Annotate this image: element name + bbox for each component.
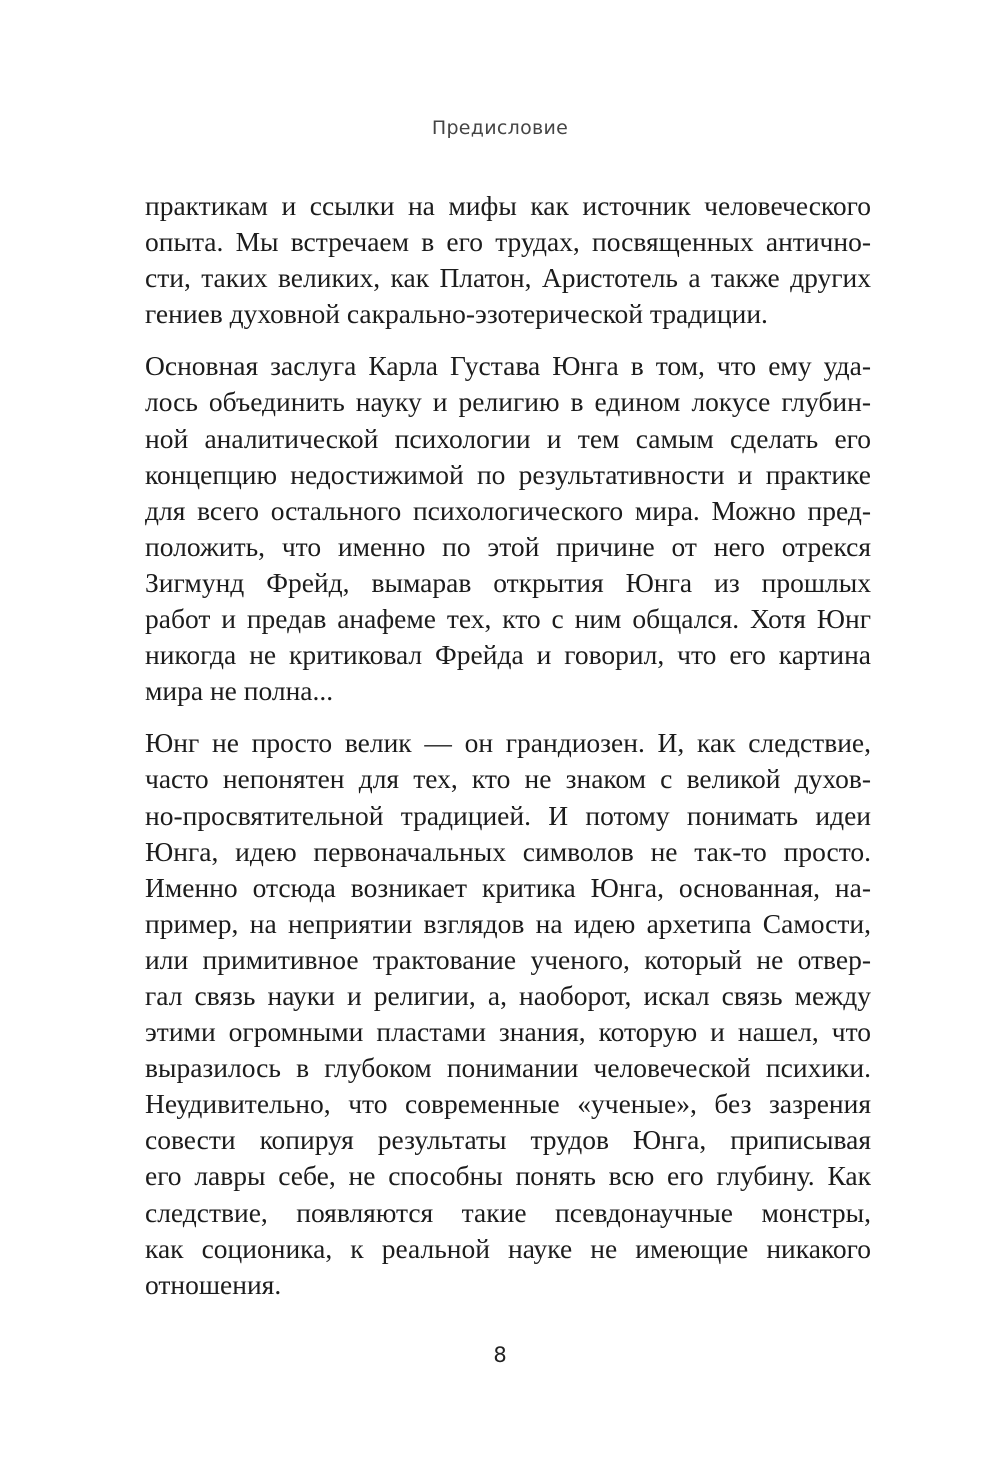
- text-line: никогда не критиковал Фрейда и говорил, что его картина: [145, 639, 871, 671]
- paragraph: [145, 348, 871, 709]
- text-line: часто непонятен для тех, кто не знаком с великой духов-: [145, 763, 871, 795]
- text-line: гениев духовной сакрально-эзотерической традиции.: [145, 298, 768, 330]
- text-line: или примитивное трактование ученого, который не отвер-: [145, 943, 871, 975]
- text-line: Юнга, идею первоначальных символов не так-то просто.: [145, 835, 871, 867]
- text-line: Зигмунд Фрейд, вымарав открытия Юнга из прошлых: [145, 566, 871, 598]
- text-line: Юнг не просто велик — он грандиозен. И, как следствие,: [145, 727, 871, 759]
- text-line: для всего остального психологического мира. Можно пред-: [145, 494, 871, 526]
- text-line: практикам и ссылки на мифы как источник человеческого: [145, 190, 871, 221]
- text-line: его лавры себе, не способны понять всю его глубину. Как: [145, 1160, 871, 1192]
- text-line: этими огромными пластами знания, которую и нашел, что: [145, 1016, 871, 1048]
- text-line: положить, что именно по этой причине от него отрекся: [145, 530, 871, 562]
- text-line: совести копируя результаты трудов Юнга, приписывая: [145, 1124, 871, 1156]
- text-line: выразилось в глубоком понимании человеческой психики.: [145, 1052, 871, 1084]
- text-line: следствие, появляются такие псевдонаучные монстры,: [145, 1196, 871, 1228]
- text-line: сти, таких великих, как Платон, Аристотель а также других: [145, 262, 871, 294]
- text-line: как соционика, к реальной науке не имеющие никакого: [145, 1232, 871, 1264]
- text-line: Основная заслуга Карла Густава Юнга в том, что ему уда-: [145, 350, 871, 382]
- text-line: Именно отсюда возникает критика Юнга, основанная, на-: [145, 871, 871, 903]
- running-header: Предисловие: [431, 117, 569, 139]
- text-line: пример, на неприятии взглядов на идею архетипа Самости,: [145, 907, 871, 939]
- page-number: 8: [493, 1343, 507, 1367]
- text-line: лось объединить науку и религию в едином локусе глубин-: [145, 386, 871, 418]
- text-line: гал связь науки и религии, а, наоборот, искал связь между: [145, 979, 871, 1011]
- text-line: работ и предав анафеме тех, кто с ним общался. Хотя Юнг: [145, 603, 871, 635]
- text-line: отношения.: [145, 1268, 282, 1300]
- text-line: мира не полна...: [145, 675, 334, 707]
- paragraph-gap: [145, 332, 871, 348]
- text-line: Неудивительно, что современные «ученые», без зазрения: [145, 1088, 871, 1120]
- text-line: но-просвятительной традицией. И потому понимать идеи: [145, 799, 871, 831]
- paragraph: [145, 725, 871, 1303]
- text-line: концепцию недостижимой по результативности и практике: [145, 458, 871, 490]
- body-text: [145, 188, 871, 1303]
- text-line: опыта. Мы встречаем в его трудах, посвященных антично-: [145, 226, 871, 258]
- text-line: ной аналитической психологии и тем самым сделать его: [145, 422, 871, 454]
- paragraph-gap: [145, 709, 871, 725]
- paragraph: [145, 188, 871, 332]
